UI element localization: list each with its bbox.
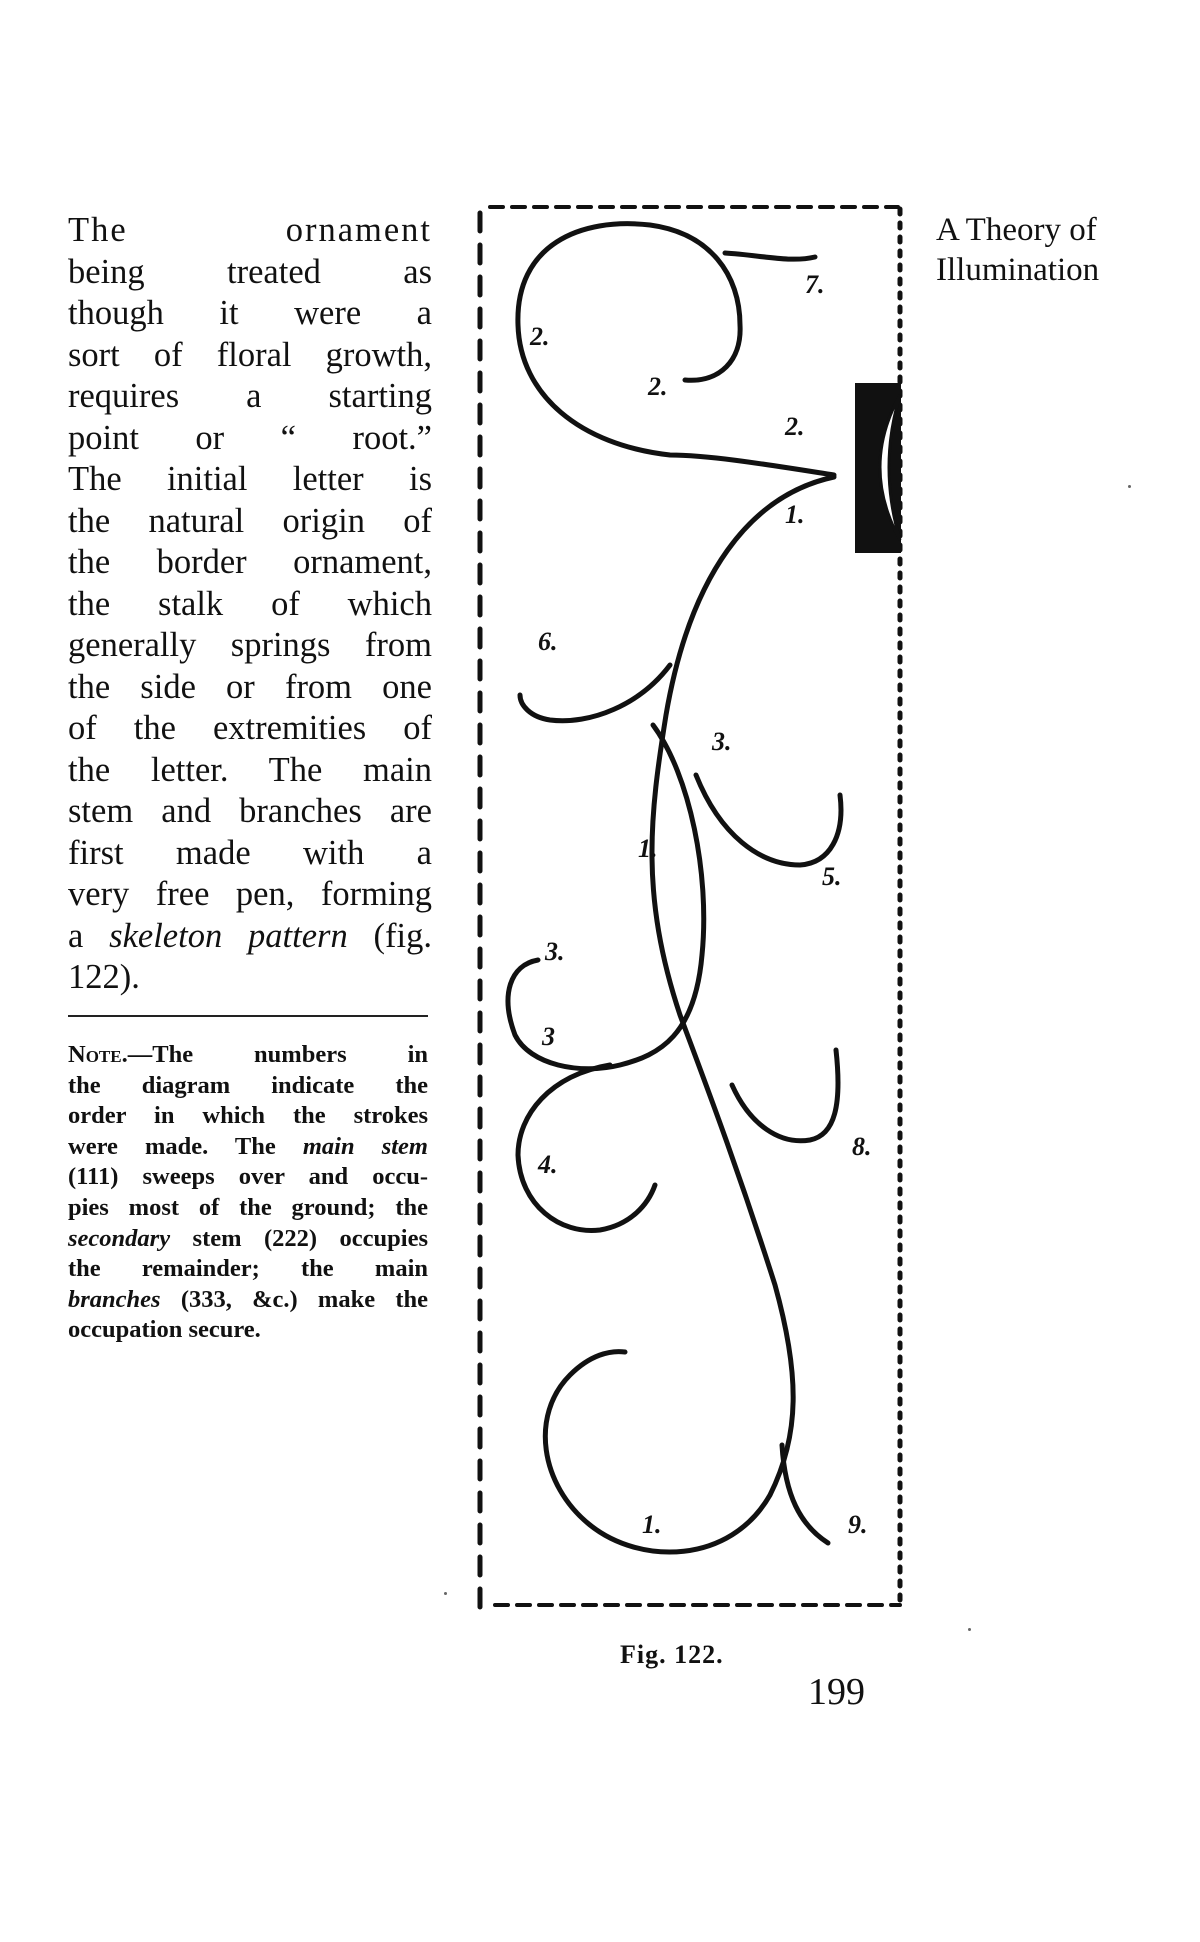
note-line: the remainder; the main xyxy=(68,1255,428,1283)
text-fragment: The numbers in xyxy=(152,1041,428,1068)
note-dash: — xyxy=(127,1041,153,1068)
divider-rule xyxy=(68,1015,428,1017)
note-line xyxy=(68,1224,428,1255)
body-line: though it were a xyxy=(68,294,432,332)
body-line: The initial letter is xyxy=(68,460,432,498)
note-line: order in which the strokes xyxy=(68,1102,428,1130)
stroke-4-loop xyxy=(518,1065,655,1231)
body-line-figure-reference xyxy=(68,916,432,958)
stroke-3-crossing-branch xyxy=(508,725,704,1069)
label-7: 7. xyxy=(805,270,825,299)
emphasis-branches: branches xyxy=(68,1285,161,1313)
note-label: Note. xyxy=(68,1041,128,1068)
body-line: 122). xyxy=(68,958,140,996)
text-fragment: (fig. xyxy=(347,916,432,955)
emphasis-main-stem: main stem xyxy=(302,1132,428,1160)
text-fragment: stem (222) occupies xyxy=(170,1224,428,1252)
stroke-8-branch xyxy=(732,1050,838,1141)
label-5: 5. xyxy=(822,862,842,891)
running-head-line-1: A Theory of xyxy=(936,212,1097,248)
body-line: generally springs from xyxy=(68,626,432,664)
body-line: being treated as xyxy=(68,252,432,291)
text-fragment: a xyxy=(68,916,110,955)
label-3-upper: 3. xyxy=(712,727,732,756)
paper-speck xyxy=(1128,485,1131,488)
page-number: 199 xyxy=(808,1671,865,1713)
label-2-middle: 2. xyxy=(648,372,668,401)
text-fragment: were made. The xyxy=(68,1132,303,1160)
body-line: of the extremities of xyxy=(68,709,432,747)
text-fragment: (333, &c.) make the xyxy=(160,1285,428,1313)
body-line: The ornament xyxy=(68,211,432,249)
body-paragraph xyxy=(68,210,432,999)
body-line: stem and branches are xyxy=(68,792,432,830)
body-line: the stalk of which xyxy=(68,584,432,623)
running-head xyxy=(936,210,1156,290)
body-line: the letter. The main xyxy=(68,750,432,789)
label-2-right: 2. xyxy=(785,412,805,441)
body-line: point or “ root.” xyxy=(68,418,432,457)
label-8: 8. xyxy=(852,1132,872,1161)
note-line: occupation secure. xyxy=(68,1316,261,1344)
body-line: the natural origin of xyxy=(68,501,432,540)
ornament-diagram xyxy=(470,195,910,1625)
stroke-9-tail xyxy=(782,1445,828,1543)
label-3-left: 3. xyxy=(545,937,565,966)
emphasis-skeleton-pattern: skeleton pattern xyxy=(109,916,348,955)
label-1-lower: 1. xyxy=(642,1510,662,1539)
stroke-6-branch xyxy=(520,665,670,721)
body-line: very free pen, forming xyxy=(68,875,432,913)
note-line: (111) sweeps over and occu- xyxy=(68,1163,428,1191)
footnote xyxy=(68,1040,428,1346)
body-line: the side or from one xyxy=(68,667,432,706)
figure-122-skeleton-pattern xyxy=(470,195,910,1625)
label-9: 9. xyxy=(848,1510,868,1539)
note-line: pies most of the ground; the xyxy=(68,1193,428,1221)
note-line xyxy=(68,1132,428,1163)
label-1-middle: 1. xyxy=(638,834,658,863)
label-6: 6. xyxy=(538,627,558,656)
label-3-lower: 3 xyxy=(542,1022,555,1051)
stroke-7-tail xyxy=(725,253,815,259)
note-line: the diagram indicate the xyxy=(68,1071,428,1099)
note-line xyxy=(68,1040,428,1071)
emphasis-secondary: secondary xyxy=(68,1224,171,1252)
label-2-upper: 2. xyxy=(530,322,550,351)
body-line: sort of floral growth, xyxy=(68,335,432,374)
label-4: 4. xyxy=(538,1150,558,1179)
note-line xyxy=(68,1285,428,1316)
figure-caption: Fig. 122. xyxy=(620,1640,724,1669)
label-1-upper: 1. xyxy=(785,500,805,529)
body-line: the border ornament, xyxy=(68,543,432,581)
running-head-line-2: Illumination xyxy=(936,252,1100,288)
body-line: requires a starting xyxy=(68,377,432,415)
body-line: first made with a xyxy=(68,833,432,872)
stroke-5-branch xyxy=(696,775,841,865)
paper-speck xyxy=(968,1628,971,1631)
paper-speck xyxy=(444,1592,447,1595)
